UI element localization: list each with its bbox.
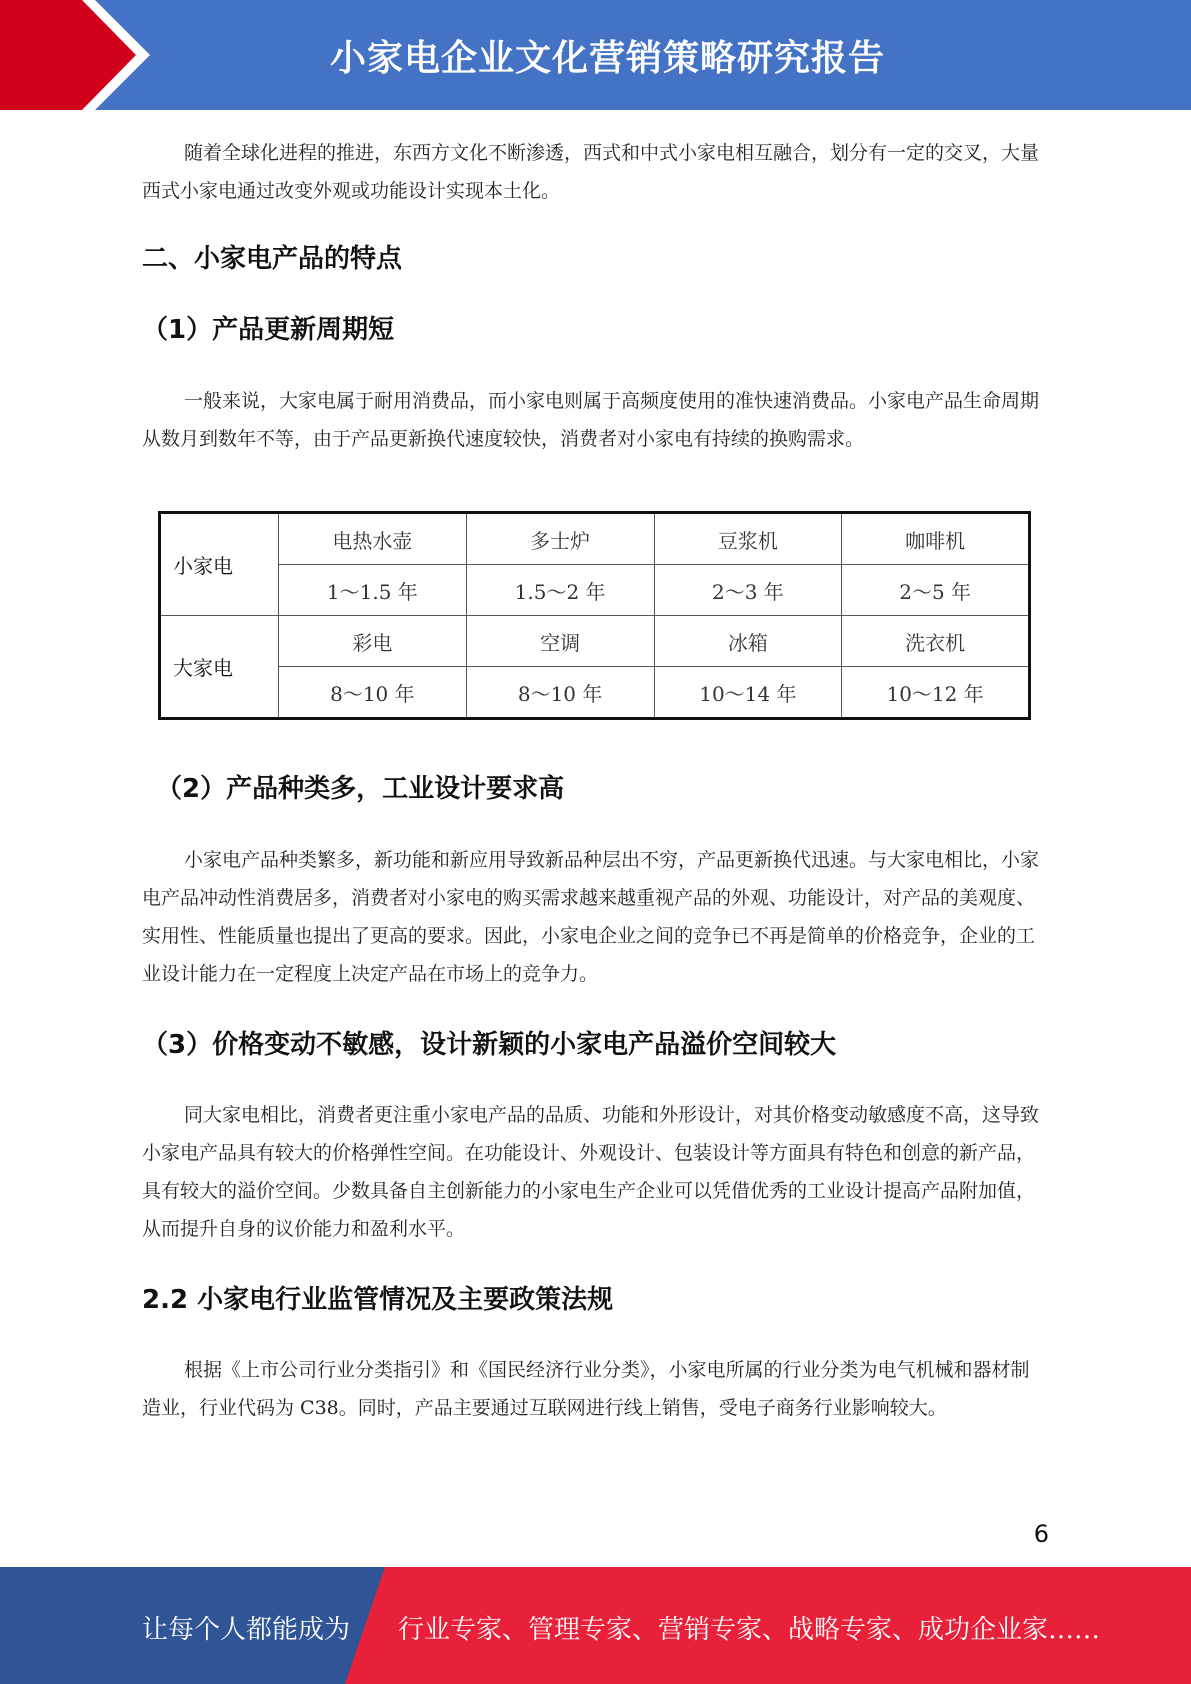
product-cell: 豆浆机 [654, 513, 842, 565]
paragraph-policy: 根据《上市公司行业分类指引》和《国民经济行业分类》，小家电所属的行业分类为电气机械和器材制造业，行业代码为 C38。同时，产品主要通过互联网进行线上销售，受电子商务行业影响较大。 [142, 1359, 1030, 1419]
product-cell: 咖啡机 [842, 513, 1030, 565]
section-heading-features: 二、小家电产品的特点 [142, 244, 403, 274]
footer-slogan-left: 让每个人都能成为 [142, 1615, 351, 1645]
subheading-product-variety: （2）产品种类多，工业设计要求高 [156, 774, 565, 804]
product-cell: 空调 [466, 616, 654, 667]
page-header [0, 0, 1191, 110]
subheading-price-insensitivity: （3）价格变动不敏感，设计新颖的小家电产品溢价空间较大 [142, 1030, 837, 1060]
lifespan-cell: 1.5～2 年 [466, 565, 654, 616]
intro-paragraph: 随着全球化进程的推进，东西方文化不断渗透，西式和中式小家电相互融合，划分有一定的交叉，大量西式小家电通过改变外观或功能设计实现本土化。 [142, 142, 1040, 202]
paragraph-product-variety: 小家电产品种类繁多，新功能和新应用导致新品种层出不穷，产品更新换代迅速。与大家电相比，小家电产品冲动性消费居多，消费者对小家电的购买需求越来越重视产品的外观、功能设计，对产品的美观度、实用性、性能质量也提出了更高的要求。因此，小家电企业之间的竞争已不再是简单的价格竞争，企业的工业设计能力在一定程度上决定产品在市场上的竞争力。 [142, 849, 1040, 985]
paragraph-update-cycle: 一般来说，大家电属于耐用消费品，而小家电则属于高频度使用的准快速消费品。小家电产品生命周期从数月到数年不等，由于产品更新换代速度较快，消费者对小家电有持续的换购需求。 [142, 390, 1040, 450]
table-row [160, 513, 1030, 565]
page-footer [0, 1567, 1191, 1684]
paragraph-price-insensitivity: 同大家电相比，消费者更注重小家电产品的品质、功能和外形设计，对其价格变动敏感度不高，这导致小家电产品具有较大的价格弹性空间。在功能设计、外观设计、包装设计等方面具有特色和创意的新产品，具有较大的溢价空间。少数具备自主创新能力的小家电生产企业可以凭借优秀的工业设计提高产品附加值，从而提升自身的议价能力和盈利水平。 [142, 1104, 1040, 1240]
table-row [160, 616, 1030, 667]
product-cell: 洗衣机 [842, 616, 1030, 667]
document-title: 小家电企业文化营销策略研究报告 [329, 38, 885, 79]
lifespan-cell: 1～1.5 年 [279, 565, 467, 616]
lifespan-cell: 2～5 年 [842, 565, 1030, 616]
page-number: 6 [1033, 1520, 1049, 1548]
product-cell: 电热水壶 [279, 513, 467, 565]
product-cell: 多士炉 [466, 513, 654, 565]
lifespan-cell: 8～10 年 [279, 667, 467, 719]
product-lifespan-table [158, 511, 1031, 720]
table-row [160, 667, 1030, 719]
product-cell: 彩电 [279, 616, 467, 667]
group-label-small-appliance: 小家电 [160, 513, 279, 616]
footer-slogan-right: 行业专家、管理专家、营销专家、战略专家、成功企业家…… [398, 1615, 1101, 1645]
product-cell: 冰箱 [654, 616, 842, 667]
lifespan-cell: 10～12 年 [842, 667, 1030, 719]
lifespan-cell: 2～3 年 [654, 565, 842, 616]
group-label-large-appliance: 大家电 [160, 616, 279, 719]
lifespan-cell: 10～14 年 [654, 667, 842, 719]
subheading-update-cycle: （1）产品更新周期短 [142, 315, 395, 345]
table-row [160, 565, 1030, 616]
lifespan-cell: 8～10 年 [466, 667, 654, 719]
section-heading-policy: 2.2 小家电行业监管情况及主要政策法规 [142, 1285, 614, 1315]
